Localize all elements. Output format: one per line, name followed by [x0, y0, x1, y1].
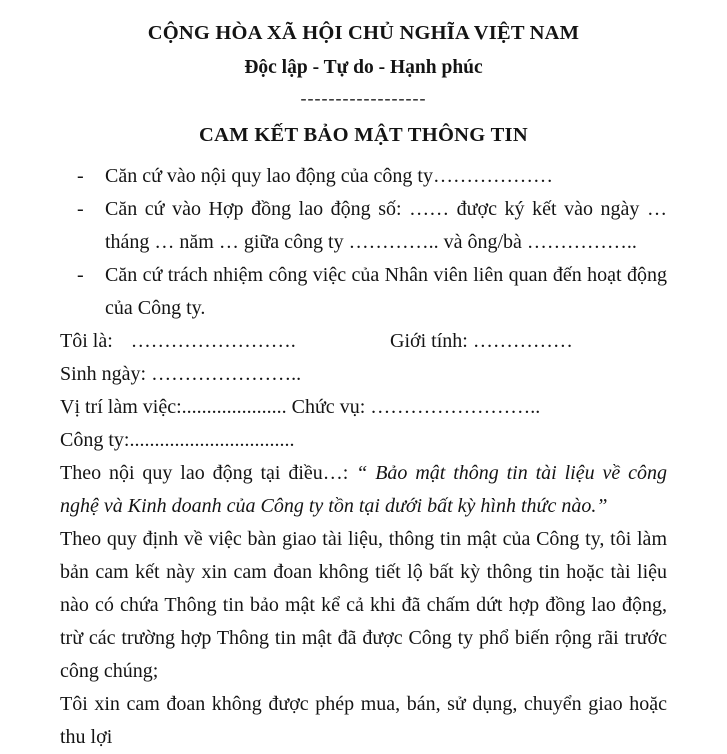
bullet-text: Căn cứ trách nhiệm công việc của Nhân viên liên quan đến hoạt động của Công ty. — [105, 264, 667, 319]
gender-field — [390, 325, 573, 358]
document-title: CAM KẾT BẢO MẬT THÔNG TIN — [199, 124, 528, 146]
gender-blank: …………… — [472, 330, 573, 352]
gender-label: Giới tính: — [390, 330, 468, 352]
list-item — [60, 193, 667, 259]
bullet-dash: - — [77, 198, 84, 220]
paragraph-rule-quote — [60, 457, 667, 523]
paragraph-no-sale: Tôi xin cam đoan không được phép mua, bán, sử dụng, chuyển giao hoặc thu lợi — [60, 693, 667, 748]
name-blank: ……………………. — [130, 330, 296, 352]
dob-field: Sinh ngày: ………………….. — [60, 363, 302, 385]
bullet-text: Căn cứ vào Hợp đồng lao động số: …… được ký kết vào ngày … tháng … năm … giữa công ty ………….. và ông/bà …………….. — [105, 198, 667, 253]
bullet-dash: - — [77, 165, 84, 187]
national-motto: Độc lập - Tự do - Hạnh phúc — [244, 57, 483, 78]
list-item — [60, 160, 667, 193]
name-field — [60, 325, 390, 358]
document-header — [0, 0, 727, 148]
document-body — [0, 148, 727, 754]
name-label: Tôi là: — [60, 330, 113, 352]
paragraph-commitment: Theo quy định về việc bàn giao tài liệu, thông tin mật của Công ty, tôi làm bản cam kết này xin cam đoan không tiết lộ bất kỳ thông tin hoặc tài liệu nào có chứa Thông tin bảo mật kể cả khi đã chấm dứt hợp đồng lao động, trừ các trường hợp Thông tin mật đã được Công ty phổ biến rộng rãi trước công chúng; — [60, 528, 667, 682]
company-field: Công ty:................................. — [60, 429, 295, 451]
position-field: Vị trí làm việc:..................... Chức vụ: …………………….. — [60, 396, 541, 418]
field-row-name-gender — [60, 325, 667, 358]
bullet-dash: - — [77, 264, 84, 286]
list-item — [60, 259, 667, 325]
bullet-text: Căn cứ vào nội quy lao động của công ty……………… — [105, 165, 553, 187]
rule-intro-text: Theo nội quy lao động tại điều…: — [60, 462, 357, 484]
rule-quote-text: “ Bảo mật thông tin tài liệu về công nghệ và Kinh doanh của Công ty tồn tại dưới bất kỳ hình thức nào.” — [60, 462, 667, 517]
header-divider: ------------------ — [300, 88, 427, 108]
national-header: CỘNG HÒA XÃ HỘI CHỦ NGHĨA VIỆT NAM — [147, 22, 580, 44]
